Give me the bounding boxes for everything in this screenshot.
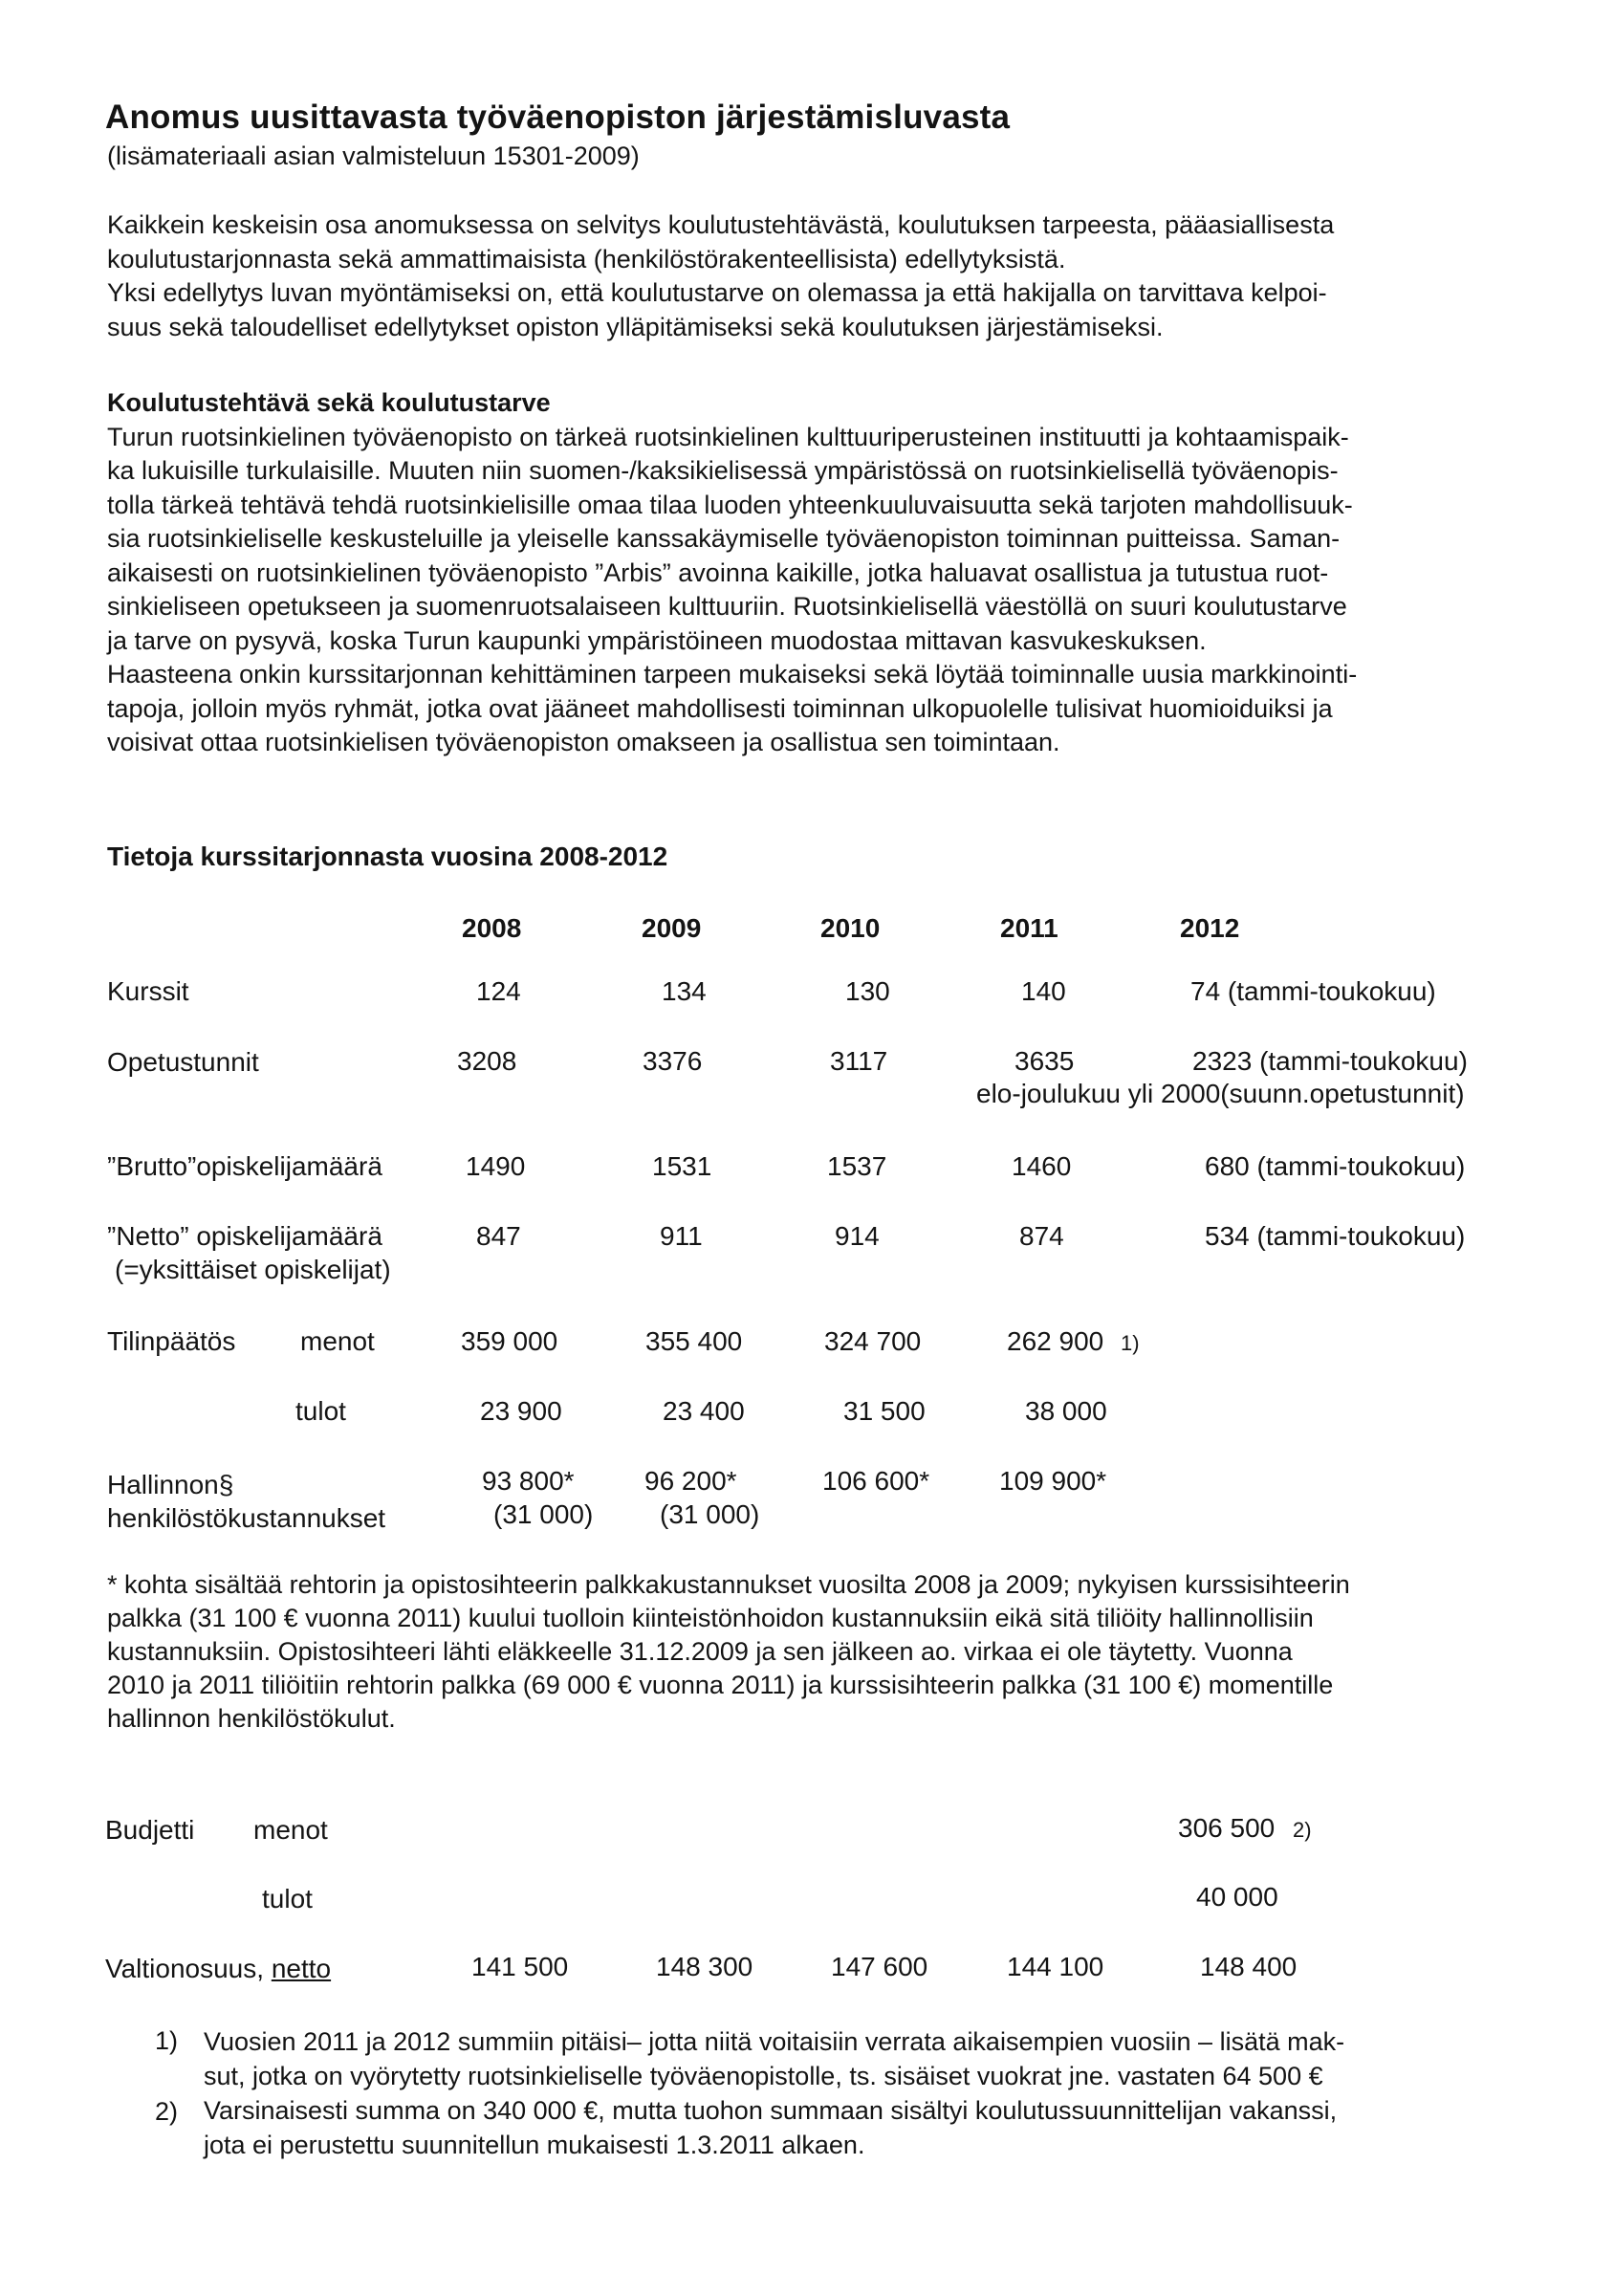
budget-label: Budjetti <box>105 1815 195 1845</box>
table-cell: 874 <box>1019 1221 1064 1251</box>
table-cell: 124 <box>476 976 521 1006</box>
section-paragraph <box>107 386 1560 760</box>
table-cell: 147 600 <box>831 1952 928 1981</box>
row-label-kurssit: Kurssit <box>107 976 189 1006</box>
table-cell: (31 000) <box>493 1499 594 1529</box>
footnote-number: 2) <box>155 2097 179 2126</box>
table-cell: 534 (tammi-toukokuu) <box>1205 1221 1466 1251</box>
table-cell: 109 900* <box>999 1466 1107 1496</box>
note-line: 2010 ja 2011 tiliöitiin rehtorin palkka (69 000 € vuonna 2011) ja kurssisihteerin palkka (31 100 €) momentille <box>107 1671 1334 1699</box>
table-cell: 23 900 <box>480 1396 562 1426</box>
budget-tulot-value: 40 000 <box>1196 1882 1278 1912</box>
table-cell: 2323 (tammi-toukokuu) <box>1192 1046 1468 1076</box>
year-header: 2009 <box>642 913 702 943</box>
table-cell: 359 000 <box>461 1326 558 1356</box>
year-header: 2011 <box>1000 913 1058 943</box>
footnote-line: sut, jotka on vyörytetty ruotsinkieliselle työväenopistolle, ts. sisäiset vuokrat jne. vastaten 64 500 € <box>204 2062 1323 2090</box>
footnote-mark: 2) <box>1293 1818 1312 1842</box>
table-cell: 74 (tammi-toukokuu) <box>1190 976 1436 1006</box>
year-header: 2008 <box>462 913 522 943</box>
budget-tulot-label: tulot <box>262 1884 313 1913</box>
section-line: sia ruotsinkieliselle keskusteluille ja yleiselle kanssakäymiselle työväenopiston toiminnan puitteissa. Saman- <box>107 524 1341 553</box>
row-label-brutto: ”Brutto”opiskelijamäärä <box>107 1151 382 1181</box>
table-cell: 3208 <box>457 1046 517 1076</box>
table-cell: 93 800* <box>482 1466 575 1496</box>
table-cell: 355 400 <box>645 1326 743 1356</box>
asterisk-note <box>107 1568 1560 1736</box>
intro-line: Yksi edellytys luvan myöntämiseksi on, että koulutustarve on olemassa ja että hakijalla on tarvittava kelpoi- <box>107 278 1327 307</box>
section-line: Haasteena onkin kurssitarjonnan kehittäminen tarpeen mukaiseksi sekä löytää toiminnalle uusia markkinointi- <box>107 660 1358 689</box>
intro-paragraph <box>107 208 1560 344</box>
table-cell: 96 200* <box>644 1466 737 1496</box>
table-cell: 914 <box>835 1221 880 1251</box>
table-cell: 23 400 <box>663 1396 745 1426</box>
section-line: sinkieliseen opetukseen ja suomenruotsalaiseen kulttuuriin. Ruotsinkielisellä väestöllä on suuri koulutustarve <box>107 592 1347 621</box>
year-header: 2012 <box>1180 913 1240 943</box>
table-cell: 847 <box>476 1221 521 1251</box>
table-cell: 324 700 <box>824 1326 922 1356</box>
table-cell: 3635 <box>1014 1046 1075 1076</box>
intro-line: suus sekä taloudelliset edellytykset opiston ylläpitämiseksi sekä koulutuksen järjestämiseksi. <box>107 312 1164 341</box>
table-cell: 911 <box>660 1221 703 1251</box>
table-cell: 680 (tammi-toukokuu) <box>1205 1151 1466 1181</box>
section-line: aikaisesti on ruotsinkielinen työväenopisto ”Arbis” avoinna kaikille, jotka haluavat osallistua ja tutustua ruot- <box>107 558 1329 587</box>
table-cell: 148 300 <box>656 1952 753 1981</box>
row-label-opetustunnit: Opetustunnit <box>107 1047 259 1077</box>
row-sublabel-tulot: tulot <box>295 1396 346 1426</box>
footnote-line: Vuosien 2011 ja 2012 summiin pitäisi– jotta niitä voitaisiin verrata aikaisempien vuosiin – lisätä mak- <box>204 2027 1345 2056</box>
document-subtitle: (lisämateriaali asian valmisteluun 15301-2009) <box>107 142 640 170</box>
table-cell: 130 <box>845 976 890 1006</box>
footnote-number: 1) <box>155 2026 179 2055</box>
section-line: ja tarve on pysyvä, koska Turun kaupunki ympäristöineen muodostaa mittavan kasvukeskuksen. <box>107 625 1207 655</box>
row-label-hallinnon-sub: henkilöstökustannukset <box>107 1503 386 1533</box>
table-cell: (31 000) <box>660 1499 760 1529</box>
row-label-tilinpaatos: Tilinpäätös <box>107 1326 236 1356</box>
note-line: palkka (31 100 € vuonna 2011) kuului tuolloin kiinteistönhoidon kustannuksiin eikä sitä tiliöity hallinnollisiin <box>107 1604 1314 1632</box>
budget-menot-value: 306 500 <box>1178 1813 1276 1843</box>
table-cell: 1537 <box>827 1151 887 1181</box>
row-label-netto-sub: (=yksittäiset opiskelijat) <box>115 1255 391 1284</box>
table-cell: 134 <box>662 976 707 1006</box>
table-cell: 141 500 <box>471 1952 569 1981</box>
table-cell: 1460 <box>1012 1151 1072 1181</box>
valtionosuus-label-prefix: Valtionosuus, <box>105 1954 272 1983</box>
table-cell: 38 000 <box>1025 1396 1107 1426</box>
footnote-mark: 1) <box>1121 1331 1140 1355</box>
table-cell: 3376 <box>643 1046 703 1076</box>
table-note: elo-joulukuu yli 2000(suunn.opetustunnit) <box>976 1079 1465 1108</box>
note-line: kustannuksiin. Opistosihteeri lähti eläkkeelle 31.12.2009 ja sen jälkeen ao. virkaa ei ole täytetty. Vuonna <box>107 1637 1293 1666</box>
valtionosuus-label <box>105 1954 331 1984</box>
row-label-hallinnon: Hallinnon§ <box>107 1470 234 1499</box>
table-heading: Tietoja kurssitarjonnasta vuosina 2008-2012 <box>107 842 668 871</box>
table-cell: 3117 <box>830 1046 888 1076</box>
budget-menot-label: menot <box>253 1815 328 1845</box>
table-cell: 148 400 <box>1200 1952 1298 1981</box>
section-line: voisivat ottaa ruotsinkielisen työväenopiston omakseen ja osallistua sen toimintaan. <box>107 728 1060 756</box>
section-line: ka lukuisille turkulaisille. Muuten niin suomen-/kaksikielisessä ympäristössä on ruotsinkielisellä työväenopis- <box>107 456 1339 485</box>
table-cell: 140 <box>1021 976 1066 1006</box>
footnote-line: Varsinaisesti summa on 340 000 €, mutta tuohon summaan sisältyi koulutussuunnittelijan vakanssi, <box>204 2096 1338 2125</box>
table-cell: 106 600* <box>822 1466 930 1496</box>
table-cell: 1490 <box>466 1151 526 1181</box>
table-cell: 144 100 <box>1007 1952 1104 1981</box>
year-header: 2010 <box>820 913 881 943</box>
note-line: * kohta sisältää rehtorin ja opistosihteerin palkkakustannukset vuosilta 2008 ja 2009; nykyisen kurssisihteerin <box>107 1570 1350 1599</box>
valtionosuus-label-underlined: netto <box>271 1954 332 1983</box>
intro-line: koulutustarjonnasta sekä ammattimaisista (henkilöstörakenteellisista) edellytyksistä. <box>107 244 1066 273</box>
footnote <box>204 2093 1609 2162</box>
section-line: Turun ruotsinkielinen työväenopisto on tärkeä ruotsinkielinen kulttuuriperusteinen instituutti ja kohtaamispaik- <box>107 422 1349 451</box>
row-sublabel-menot: menot <box>300 1326 375 1356</box>
note-line: hallinnon henkilöstökulut. <box>107 1704 396 1733</box>
document-title: Anomus uusittavasta työväenopiston järjestämisluvasta <box>105 98 1011 136</box>
row-label-netto: ”Netto” opiskelijamäärä <box>107 1221 382 1251</box>
section-heading: Koulutustehtävä sekä koulutustarve <box>107 388 551 417</box>
table-cell: 31 500 <box>843 1396 926 1426</box>
intro-line: Kaikkein keskeisin osa anomuksessa on selvitys koulutustehtävästä, koulutuksen tarpeesta, pääasiallisesta <box>107 210 1335 239</box>
table-cell: 262 900 <box>1007 1326 1104 1356</box>
footnote-line: jota ei perustettu suunnitellun mukaisesti 1.3.2011 alkaen. <box>204 2131 865 2159</box>
footnote <box>204 2024 1609 2093</box>
section-line: tolla tärkeä tehtävä tehdä ruotsinkielisille omaa tilaa luoden yhteenkuuluvaisuutta sekä tarjoten mahdollisuuk- <box>107 490 1353 519</box>
table-cell: 1531 <box>652 1151 712 1181</box>
section-line: tapoja, jolloin myös ryhmät, jotka ovat jääneet mahdollisesti toiminnan ulkopuolelle tulisivat huomioiduiksi ja <box>107 693 1333 723</box>
